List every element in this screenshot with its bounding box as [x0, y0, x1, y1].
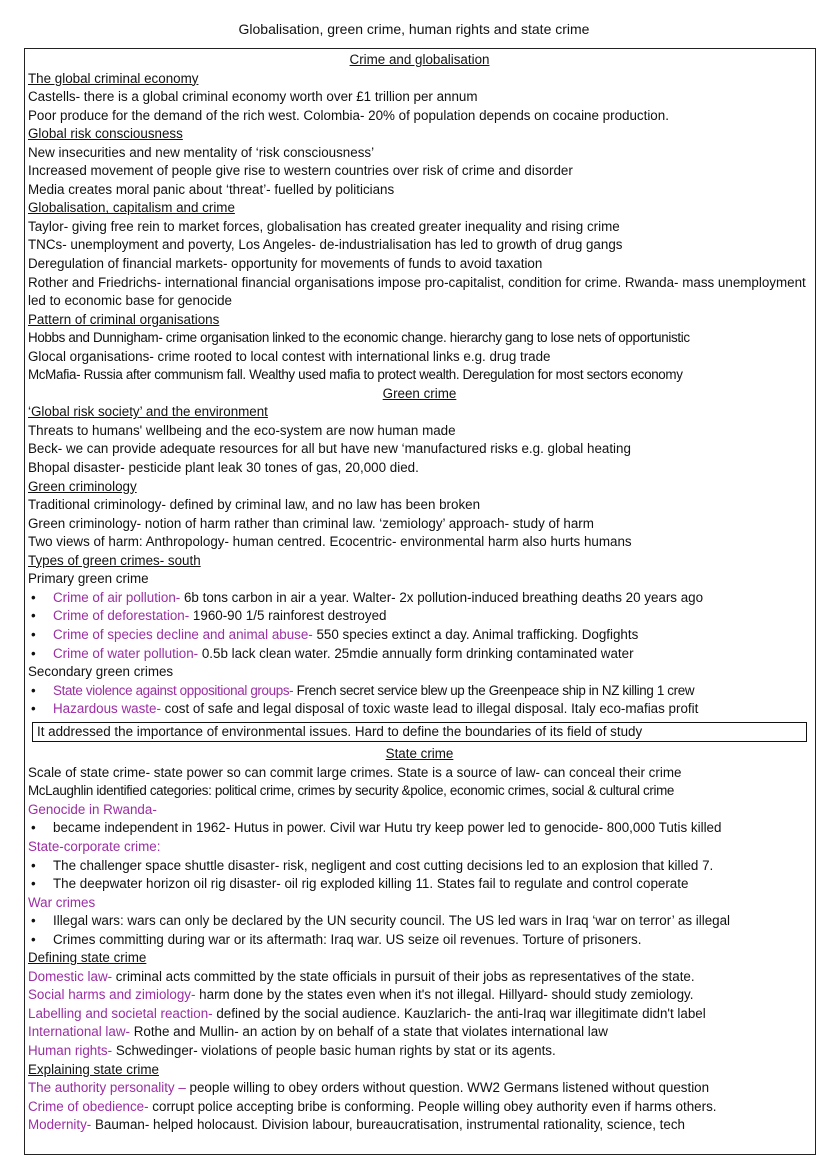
line-text: Taylor- giving free rein to market forces, globalisation has created greater inequality and rising crime	[28, 218, 620, 234]
line-text: War crimes	[28, 894, 96, 910]
bullet-item	[28, 607, 811, 626]
definition-line	[28, 1042, 811, 1061]
line-text: Deregulation of financial markets- opportunity for movements of funds to avoid taxation	[28, 256, 543, 272]
highlight-term: International law-	[28, 1024, 130, 1040]
line-text: Illegal wars: wars can only be declared by the UN security council. The US led wars in Iraq ‘war on terror’ as illegal	[53, 913, 731, 929]
line-text: Green criminology	[28, 478, 137, 494]
definition-line	[28, 986, 811, 1005]
line-text: Bauman- helped holocaust. Division labour, bureaucratisation, instrumental rationality, science, tech	[91, 1117, 685, 1133]
line-text: Green crime	[382, 385, 457, 401]
line-text: Media creates moral panic about ‘threat’- fuelled by politicians	[28, 181, 395, 197]
line-text: Glocal organisations- crime rooted to local contest with international links e.g. drug trade	[28, 348, 551, 364]
line-text: Rothe and Mullin- an action by on behalf of a state that violates international law	[129, 1024, 608, 1040]
bullet-item	[28, 589, 811, 608]
subheading	[28, 949, 811, 968]
text-line	[28, 274, 811, 311]
highlighted-heading	[28, 894, 811, 913]
text-line	[28, 236, 811, 255]
highlight-term: Modernity-	[28, 1117, 92, 1133]
line-text: It addressed the importance of environmental issues. Hard to define the boundaries of its field of study	[37, 723, 643, 739]
line-text: Schwedinger- violations of people basic human rights by stat or its agents.	[112, 1042, 556, 1058]
section-heading	[28, 745, 811, 764]
bullet-item	[28, 700, 811, 719]
subheading	[28, 403, 811, 422]
line-text: Increased movement of people give rise to western countries over risk of crime and disorder	[28, 163, 573, 179]
line-text: 550 species extinct a day. Animal trafficking. Dogfights	[312, 626, 639, 642]
line-text: Globalisation, capitalism and crime	[28, 200, 235, 216]
subheading	[28, 70, 811, 89]
line-text: McMafia- Russia after communism fall. Wealthy used mafia to protect wealth. Deregulation for most sectors economy	[28, 367, 683, 383]
subheading	[28, 478, 811, 497]
highlight-term: Hazardous waste-	[53, 701, 161, 717]
section-heading	[28, 51, 811, 70]
bullet-item	[28, 645, 811, 664]
highlight-term: Human rights-	[28, 1042, 113, 1058]
line-text: defined by the social audience. Kauzlarich- the anti-Iraq war illegitimate didn't label	[212, 1005, 706, 1021]
line-text: Two views of harm: Anthropology- human centred. Ecocentric- environmental harm also hurts humans	[28, 534, 632, 550]
definition-line	[28, 1098, 811, 1117]
line-text: became independent in 1962- Hutus in power. Civil war Hutu try keep power led to genocide- 800,000 Tutis killed	[53, 820, 722, 836]
text-line	[28, 181, 811, 200]
line-text: Explaining state crime	[28, 1061, 159, 1077]
line-text: 1960-90 1/5 rainforest destroyed	[189, 608, 387, 624]
text-line	[28, 515, 811, 534]
definition-line	[28, 1079, 811, 1098]
line-text: 0.5b lack clean water. 25mdie annually form drinking contaminated water	[198, 645, 634, 661]
line-text: Genocide in Rwanda-	[28, 801, 157, 817]
text-line	[28, 144, 811, 163]
bullet-item	[28, 931, 811, 950]
line-text: State crime	[385, 746, 454, 762]
highlight-term: Crime of air pollution-	[53, 589, 181, 605]
line-text: Crimes committing during war or its aftermath: Iraq war. US seize oil revenues. Torture of prisoners.	[53, 931, 642, 947]
bullet-item	[28, 857, 811, 876]
line-text: Defining state crime	[28, 950, 147, 966]
line-text: criminal acts committed by the state officials in pursuit of their jobs as representatives of the state.	[112, 968, 695, 984]
line-text: 6b tons carbon in air a year. Walter- 2x pollution-induced breathing deaths 20 years ago	[180, 589, 704, 605]
highlighted-heading	[28, 801, 811, 820]
line-text: The challenger space shuttle disaster- risk, negligent and cost cutting decisions led to an explosion that killed 7.	[53, 857, 714, 873]
subheading	[28, 311, 811, 330]
subheading	[28, 125, 811, 144]
line-text: Types of green crimes- south	[28, 552, 201, 568]
text-line	[28, 496, 811, 515]
subheading	[28, 552, 811, 571]
line-text: Castells- there is a global criminal economy worth over £1 trillion per annum	[28, 89, 478, 105]
definition-line	[28, 1023, 811, 1042]
evaluation-box	[32, 722, 807, 743]
line-text: Secondary green crimes	[28, 664, 174, 680]
text-line	[28, 533, 811, 552]
bullet-item	[28, 626, 811, 645]
text-line	[28, 663, 811, 682]
text-line	[28, 162, 811, 181]
line-text: Beck- we can provide adequate resources for all but have new ‘manufactured risks e.g. global heating	[28, 441, 631, 457]
line-text: Primary green crime	[28, 571, 149, 587]
line-text: Global risk consciousness	[28, 126, 183, 142]
text-line	[28, 88, 811, 107]
highlight-term: Social harms and zimiology-	[28, 987, 196, 1003]
notes-frame	[24, 48, 816, 1155]
bullet-item	[28, 682, 811, 701]
text-line	[28, 366, 811, 385]
line-text: Threats to humans' wellbeing and the eco-system are now human made	[28, 422, 456, 438]
line-text: New insecurities and new mentality of ‘risk consciousness’	[28, 144, 375, 160]
line-text: French secret service blew up the Greenpeace ship in NZ killing 1 crew	[293, 682, 695, 698]
line-text: Scale of state crime- state power so can commit large crimes. State is a source of law- can conceal their crime	[28, 764, 682, 780]
text-line	[28, 570, 811, 589]
text-line	[28, 348, 811, 367]
line-text: Poor produce for the demand of the rich west. Colombia- 20% of population depends on cocaine production.	[28, 107, 669, 123]
highlight-term: Crime of deforestation-	[53, 608, 190, 624]
text-line	[28, 782, 811, 801]
line-text: Bhopal disaster- pesticide plant leak 30 tones of gas, 20,000 died.	[28, 460, 419, 476]
highlight-term: Domestic law-	[28, 968, 113, 984]
line-text: cost of safe and legal disposal of toxic waste lead to illegal disposal. Italy eco-mafias profit	[160, 701, 699, 717]
line-text: State-corporate crime:	[28, 838, 161, 854]
subheading	[28, 199, 811, 218]
line-text: Pattern of criminal organisations	[28, 311, 220, 327]
line-text: corrupt police accepting bribe is conforming. People willing obey authority even if harms others.	[148, 1098, 717, 1114]
line-text: Hobbs and Dunnigham- crime organisation linked to the economic change. hierarchy gang to lose nets of opportunistic	[28, 330, 690, 346]
line-text: TNCs- unemployment and poverty, Los Angeles- de-industrialisation has led to growth of drug gangs	[28, 237, 623, 253]
section-heading	[28, 385, 811, 404]
page-title: Globalisation, green crime, human rights and state crime	[238, 21, 590, 37]
line-text: ‘Global risk society’ and the environment	[28, 404, 268, 420]
line-text: Crime and globalisation	[349, 52, 490, 67]
highlighted-heading	[28, 838, 811, 857]
text-line	[28, 218, 811, 237]
highlight-term: State violence against oppositional groups-	[53, 682, 294, 698]
definition-line	[28, 1116, 811, 1135]
text-line	[28, 255, 811, 274]
highlight-term: The authority personality –	[28, 1080, 186, 1096]
highlight-term: Crime of species decline and animal abuse-	[53, 626, 313, 642]
definition-line	[28, 1005, 811, 1024]
text-line	[28, 459, 811, 478]
text-line	[28, 440, 811, 459]
line-text: McLaughlin identified categories: political crime, crimes by security &police, economic crimes, social & cultural crime	[28, 783, 674, 799]
highlight-term: Labelling and societal reaction-	[28, 1005, 213, 1021]
text-line	[28, 422, 811, 441]
line-text: people willing to obey orders without question. WW2 Germans listened without question	[185, 1080, 710, 1096]
bullet-item	[28, 819, 811, 838]
definition-line	[28, 968, 811, 987]
highlight-term: Crime of obedience-	[28, 1098, 149, 1114]
text-line	[28, 329, 811, 348]
highlight-term: Crime of water pollution-	[53, 645, 199, 661]
line-text: The global criminal economy	[28, 70, 199, 86]
text-line	[28, 764, 811, 783]
bullet-item	[28, 912, 811, 931]
bullet-item	[28, 875, 811, 894]
line-text: Traditional criminology- defined by criminal law, and no law has been broken	[28, 497, 481, 513]
subheading	[28, 1061, 811, 1080]
line-text: Rother and Friedrichs- international financial organisations impose pro-capitalist, condition for crime. Rwanda- mass unemployment led to economic base for genocide	[28, 274, 806, 309]
line-text: The deepwater horizon oil rig disaster- oil rig exploded killing 11. States fail to regulate and control coperate	[53, 876, 689, 892]
text-line	[28, 107, 811, 126]
line-text: harm done by the states even when it's not illegal. Hillyard- should study zemiology.	[195, 987, 694, 1003]
line-text: Green criminology- notion of harm rather than criminal law. ‘zemiology’ approach- study of harm	[28, 515, 594, 531]
